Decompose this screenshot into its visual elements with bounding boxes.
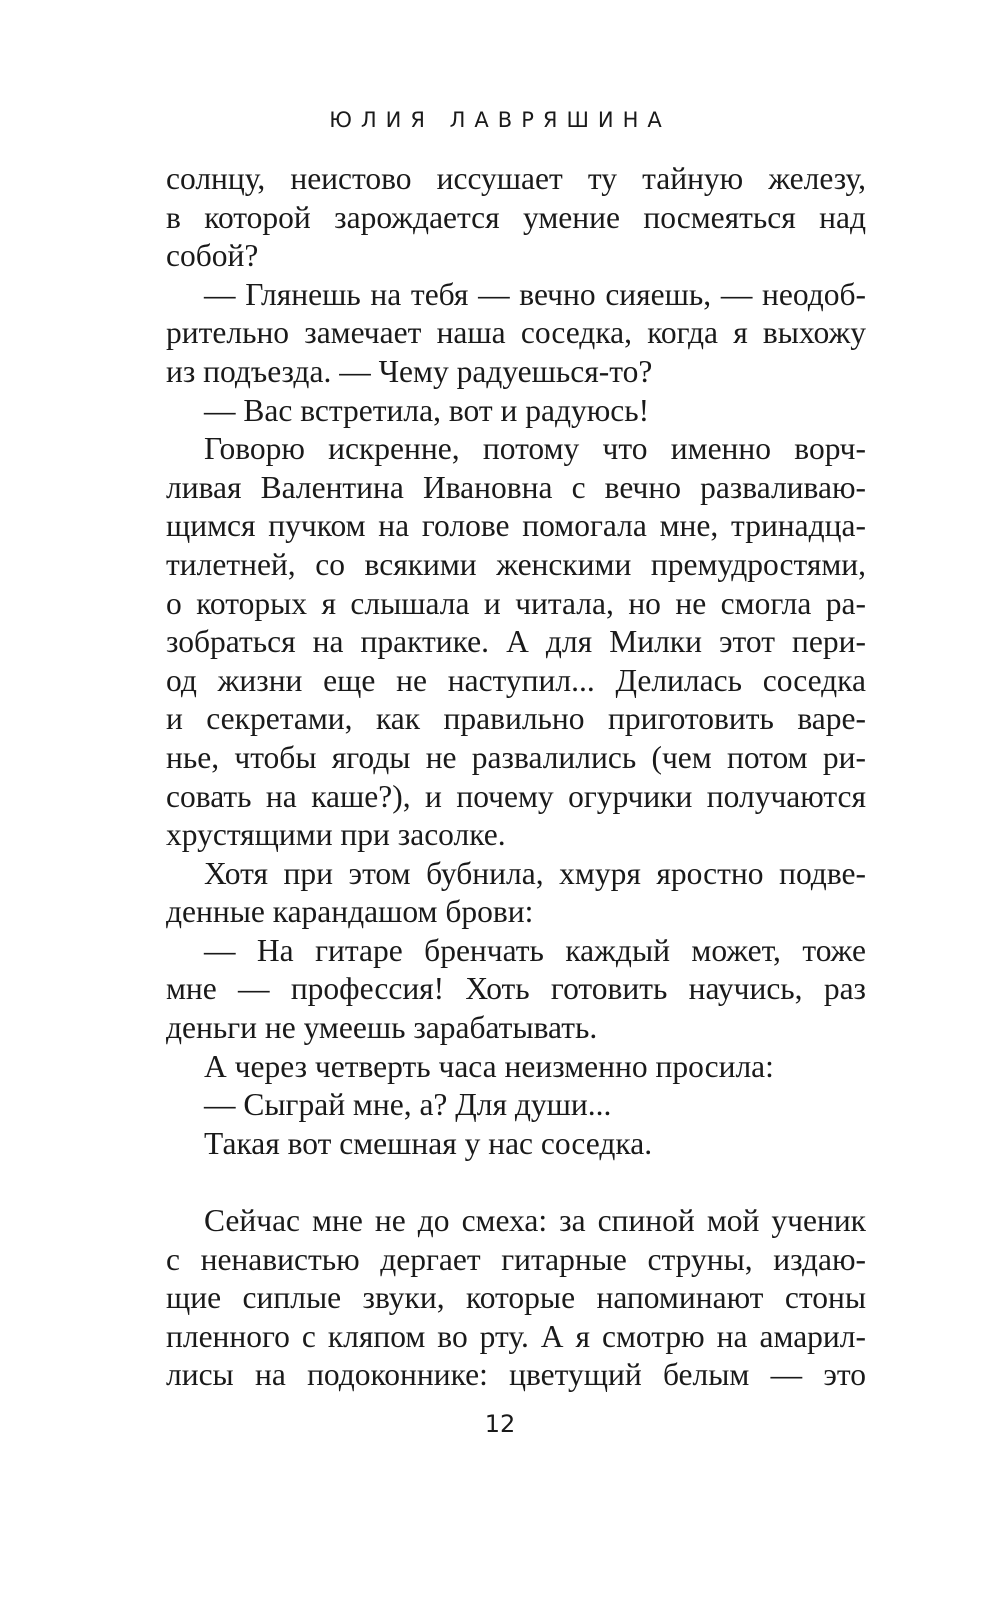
text-line: хрустящими при засолке. [166, 817, 506, 853]
text-line: Сейчас мне не до смеха: за спиной мой ученик [204, 1203, 866, 1239]
page-number: 12 [484, 1410, 516, 1438]
text-line: нье, чтобы ягоды не развалились (чем потом ри- [166, 739, 866, 775]
text-line: тилетней, со всякими женскими премудростями, [166, 546, 866, 582]
text-line: солнцу, неистово иссушает ту тайную железу, [166, 161, 866, 196]
text-line: Хотя при этом бубнила, хмуря яростно подве- [204, 855, 866, 891]
text-line: рительно замечает наша соседка, когда я выхожу [166, 315, 866, 351]
text-line: из подъезда. — Чему радуешься-то? [166, 353, 653, 389]
text-line: од жизни еще не наступил... Делилась соседка [166, 662, 866, 698]
text-line: деньги не умеешь зарабатывать. [166, 1010, 598, 1046]
text-line: Такая вот смешная у нас соседка. [204, 1125, 653, 1161]
text-line: Говорю искренне, потому что именно ворч- [204, 431, 866, 467]
text-line: собой? [166, 238, 259, 274]
text-line: — Глянешь на тебя — вечно сияешь, — неодоб- [204, 276, 866, 312]
text-line: денные карандашом брови: [166, 894, 534, 930]
text-line: ливая Валентина Ивановна с вечно разваливаю- [166, 469, 866, 505]
text-line: мне — профессия! Хоть готовить научись, раз [166, 971, 866, 1007]
text-line: щие сиплые звуки, которые напоминают стоны [166, 1280, 866, 1316]
body-text [166, 160, 866, 1395]
text-line: — Сыграй мне, а? Для души... [204, 1087, 612, 1123]
text-line: — На гитаре бренчать каждый может, тоже [204, 932, 866, 968]
text-line: в которой зарождается умение посмеяться над [166, 199, 866, 235]
text-line: лисы на подоконнике: цветущий белым — это [166, 1357, 866, 1393]
text-line: зобраться на практике. А для Милки этот пери- [166, 624, 866, 660]
text-line: и секретами, как правильно приготовить варе- [166, 701, 866, 737]
text-line: А через четверть часа неизменно просила: [204, 1048, 774, 1084]
text-line: с ненавистью дергает гитарные струны, издаю- [166, 1241, 866, 1277]
text-line: пленного с кляпом во рту. А я смотрю на амарил- [166, 1318, 866, 1354]
text-line: о которых я слышала и читала, но не смогла ра- [166, 585, 866, 621]
paragraph-gap [166, 1163, 866, 1202]
running-head-author: ЮЛИЯ ЛАВРЯШИНА [329, 108, 671, 132]
text-line: — Вас встретила, вот и радуюсь! [204, 392, 650, 428]
text-line: совать на каше?), и почему огурчики получаются [166, 778, 866, 814]
text-line: щимся пучком на голове помогала мне, тринадца- [166, 508, 866, 544]
